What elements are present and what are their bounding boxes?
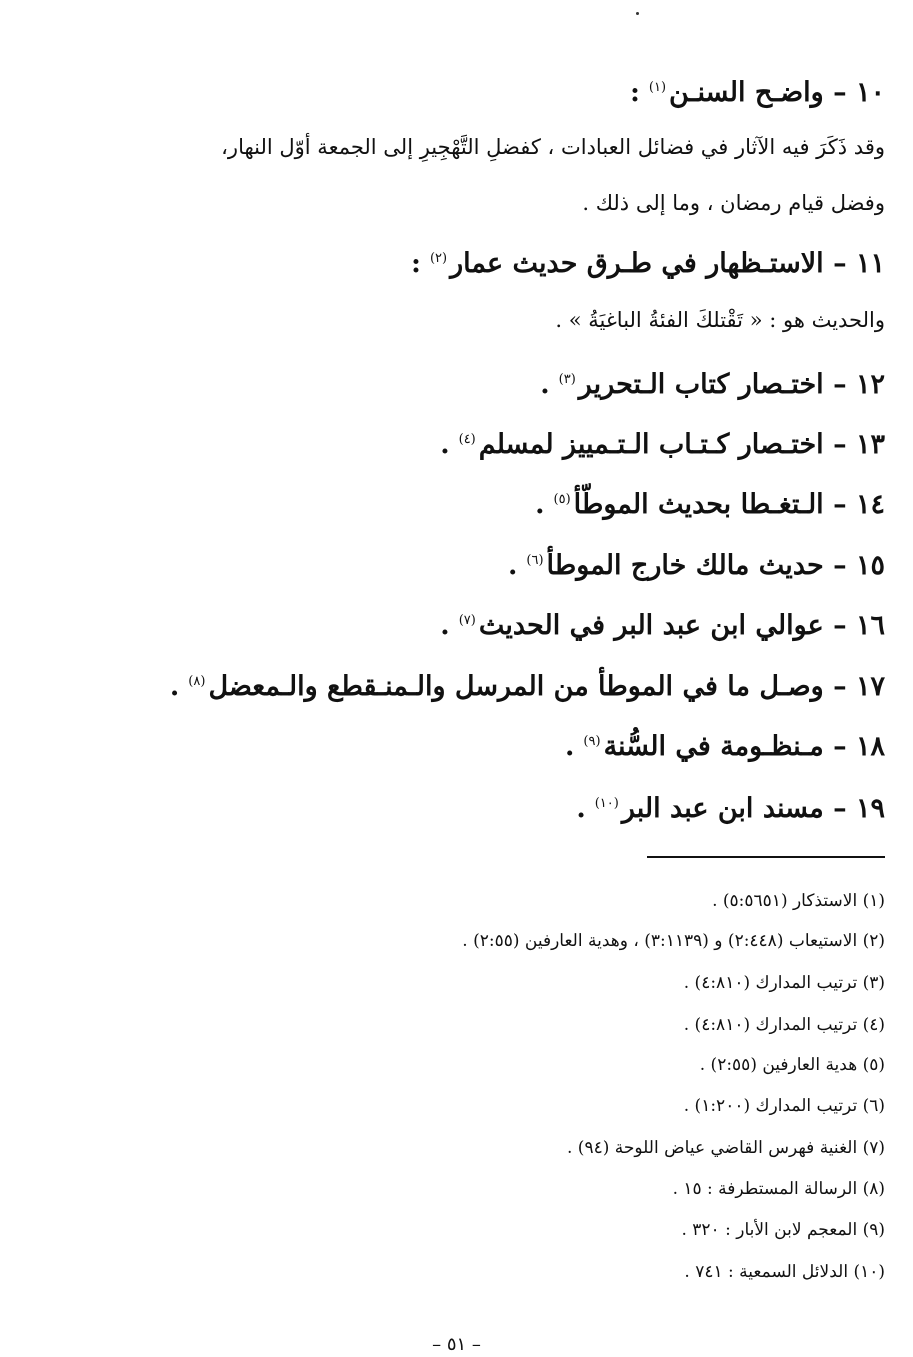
entry-punctuation: .: [440, 429, 450, 460]
entry-title: ١٤ – الـتغـطا بحديث الموطّأ: [573, 489, 885, 520]
entry-heading-19: [576, 786, 885, 827]
entry-title: ١١ – الاستـظهار في طـرق حديث عمار: [450, 248, 885, 279]
entry-heading-14: [535, 482, 885, 523]
entry-title: ١٩ – مسند ابن عبد البر: [621, 793, 885, 824]
entry-heading-17: [170, 664, 885, 705]
footnote-separator: [647, 856, 885, 858]
entry-heading-18: [565, 724, 885, 765]
footnote-8: (٨) الرسالة المستطرفة : ١٥ .: [672, 1179, 885, 1199]
footnote-4: (٤) ترتيب المدارك (٤:٨١٠) .: [683, 1015, 885, 1035]
footnote-ref: (٤): [458, 432, 476, 447]
footnote-3: (٣) ترتيب المدارك (٤:٨١٠) .: [683, 973, 885, 993]
footnote-ref: (٢): [429, 251, 448, 266]
footnote-ref: (٦): [526, 553, 544, 568]
footnote-ref: (٣): [558, 372, 576, 387]
entry-title: ١٥ – حديث مالك خارج الموطأ: [546, 550, 885, 581]
entry-title: ١٨ – مـنظـومة في السُّنة: [603, 731, 885, 762]
footnote-10: (١٠) الدلائل السمعية : ٧٤١ .: [684, 1262, 885, 1282]
footnote-ref: (٨): [188, 674, 206, 689]
footnote-5: (٥) هدية العارفين (٢:٥٥) .: [699, 1055, 885, 1075]
entry-title: ١٧ – وصـل ما في الموطأ من المرسل والـمنـقطع والـمعضل: [208, 671, 885, 702]
footnote-ref: (١): [648, 80, 667, 95]
entry-title: ١٢ – اختـصار كتاب الـتحرير: [578, 369, 885, 400]
footnote-ref: (١٠): [594, 796, 619, 811]
entry-heading-10: [630, 70, 885, 111]
entry-punctuation: :: [411, 248, 421, 279]
entry-punctuation: .: [440, 610, 450, 641]
footnote-6: (٦) ترتيب المدارك (١:٢٠٠) .: [683, 1096, 885, 1116]
entry-heading-15: [508, 543, 885, 584]
entry-heading-16: [440, 603, 885, 644]
page-number: – ٥١ –: [432, 1334, 481, 1355]
footnote-1: (١) الاستذكار (٥:٥٦٥١) .: [712, 891, 885, 911]
paragraph-line: وقد ذَكَرَ فيه الآثار في فضائل العبادات ، كفضلِ التَّهْجِيرِ إلى الجمعة أوّل النهار،: [221, 135, 885, 159]
entry-title: ١٦ – عوالي ابن عبد البر في الحديث: [478, 610, 885, 641]
entry-punctuation: .: [576, 793, 586, 824]
paragraph-line: وفضل قيام رمضان ، وما إلى ذلك .: [582, 191, 885, 215]
entry-punctuation: :: [629, 77, 640, 108]
footnote-ref: (٩): [583, 734, 601, 749]
paragraph-line: والحديث هو : « تَقْتلكَ الفئةُ الباغيَةُ » .: [555, 308, 885, 332]
entry-title: ١٣ – اختـصار كـتـاب الـتـمييز لمسلم: [478, 429, 885, 460]
footnote-7: (٧) الغنية فهرس القاضي عياض اللوحة (٩٤) .: [567, 1138, 885, 1158]
entry-title: ١٠ – واضـح السنـن: [669, 77, 885, 108]
footnote-2: (٢) الاستيعاب (٢:٤٤٨) و (٣:١١٣٩) ، وهدية العارفين (٢:٥٥) .: [462, 931, 885, 951]
footnote-9: (٩) المعجم لابن الأبار : ٣٢٠ .: [681, 1220, 885, 1240]
scan-speck: [636, 12, 639, 15]
footnote-ref: (٧): [458, 613, 476, 628]
entry-heading-12: [540, 362, 885, 403]
entry-punctuation: .: [169, 671, 180, 702]
entry-punctuation: .: [535, 489, 545, 520]
entry-heading-11: [411, 241, 885, 282]
entry-heading-13: [440, 422, 885, 463]
entry-punctuation: .: [565, 731, 575, 762]
footnote-ref: (٥): [553, 492, 571, 507]
entry-punctuation: .: [507, 550, 518, 581]
entry-punctuation: .: [540, 369, 550, 400]
